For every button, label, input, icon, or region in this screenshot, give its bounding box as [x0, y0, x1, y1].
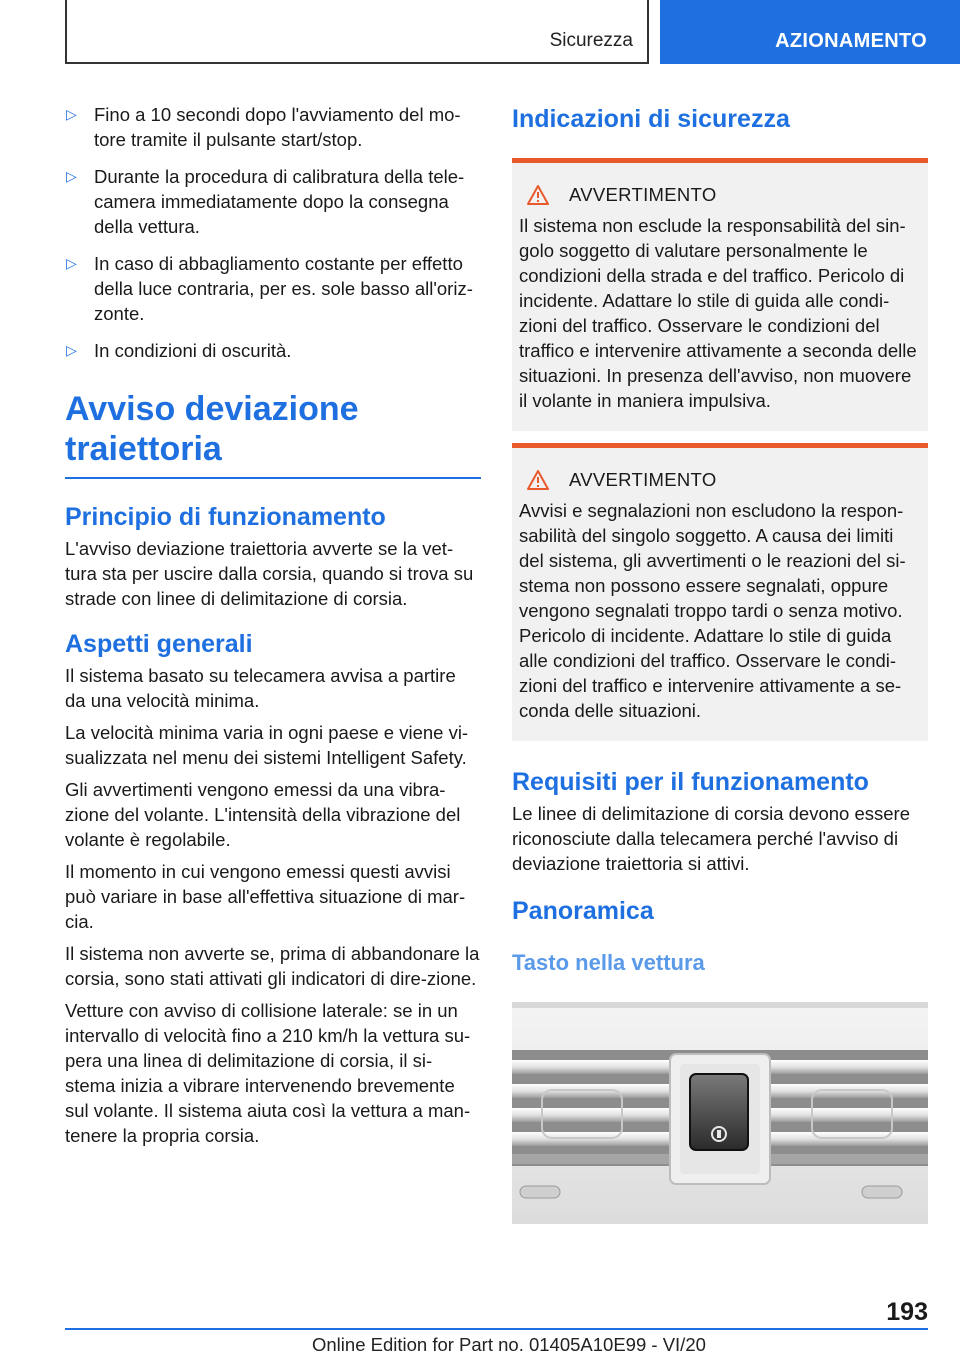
list-item: ▷ Durante la procedura di calibratura della tele-camera immediatamente dopo la consegna della vettura. — [66, 166, 465, 237]
page-number: 193 — [886, 1298, 928, 1326]
general-paragraph: La velocità minima varia in ogni paese e viene vi-sualizzata nel menu dei sistemi Intelligent Safety. — [65, 722, 469, 768]
warning-triangle-icon — [527, 185, 549, 205]
list-item: ▷ Fino a 10 secondi dopo l'avviamento del mo-tore tramite il pulsante start/stop. — [66, 104, 461, 150]
warning-title: AVVERTIMENTO — [569, 184, 717, 205]
triangle-bullet-icon: ▷ — [66, 168, 77, 184]
page-title: Avviso deviazione traiettoria — [65, 389, 481, 479]
button-heading: Tasto nella vettura — [512, 950, 705, 975]
triangle-bullet-icon: ▷ — [66, 255, 77, 271]
left-column — [65, 102, 481, 1155]
header-chapter-label: AZIONAMENTO — [775, 30, 927, 52]
principle-heading: Principio di funzionamento — [65, 503, 386, 531]
air-vent-illustration — [512, 1002, 928, 1224]
general-heading: Aspetti generali — [65, 630, 253, 658]
right-column — [512, 102, 928, 977]
header-chapter-tab — [660, 0, 960, 64]
requirements-heading: Requisiti per il funzionamento — [512, 768, 869, 796]
general-paragraph: Il sistema non avverte se, prima di abbandonare la corsia, sono stati attivati gli indicatori di dire-zione. — [65, 943, 480, 989]
safety-heading: Indicazioni di sicurezza — [512, 105, 790, 133]
list-item: ▷ In caso di abbagliamento costante per effetto della luce contraria, per es. sole basso all'oriz-zonte. — [66, 253, 473, 324]
list-item: ▷ In condizioni di oscurità. — [66, 340, 292, 361]
triangle-bullet-icon: ▷ — [66, 342, 77, 358]
warning-box — [512, 158, 928, 431]
principle-text: L'avviso deviazione traiettoria avverte se la vet-tura sta per uscire dalla corsia, quando si trova su strade con linee di delimitazione di corsia. — [65, 538, 474, 609]
conditions-list — [65, 102, 481, 363]
footer-rule-tail — [862, 1328, 928, 1330]
triangle-bullet-icon: ▷ — [66, 106, 77, 122]
vehicle-button-photo — [512, 1002, 928, 1224]
general-paragraph: Vetture con avviso di collisione laterale: se in un intervallo di velocità fino a 210 km/h la vettura su-pera una linea di delimitazione di corsia, il si-stema inizia a vibrare intervenendo brevemente sul volante. Il sistema aiuta così la vettura a man-tenere la propria corsia. — [65, 1000, 471, 1146]
edition-note: Online Edition for Part no. 01405A10E99 - VI/20 — [312, 1334, 706, 1355]
warning-title: AVVERTIMENTO — [569, 469, 717, 490]
footer-rule — [65, 1328, 863, 1330]
header-section-label: Sicurezza — [549, 30, 633, 51]
overview-heading: Panoramica — [512, 897, 654, 925]
general-paragraph: Il sistema basato su telecamera avvisa a partire da una velocità minima. — [65, 665, 456, 711]
warning-triangle-icon — [527, 470, 549, 490]
requirements-text: Le linee di delimitazione di corsia devono essere riconosciute dalla telecamera perché l'avviso di deviazione traiettoria si attivi. — [512, 803, 910, 874]
header-section-box — [65, 0, 649, 64]
warning-text: Il sistema non esclude la responsabilità del sin-golo soggetto di valutare personalmente le condizioni della strada e del traffico. Pericolo di incidente. Adattare lo stile di guida alle condi-zioni del traffico. Osservare le condizioni del traffico e intervenire attivamente a seconda delle situazioni. In presenza dell'avviso, non muovere il volante in maniera impulsiva. — [519, 215, 917, 411]
general-paragraph: Il momento in cui vengono emessi questi avvisi può variare in base all'effettiva situazione di mar-cia. — [65, 861, 466, 932]
warning-text: Avvisi e segnalazioni non escludono la respon-sabilità del singolo soggetto. A causa dei limiti del sistema, gli avvertimenti o le reazioni del si-stema non possono essere segnalati, oppure vengono segnalati troppo tardi o senza motivo. Pericolo di incidente. Adattare lo stile di guida alle condizioni del traffico. Osservare le condi-zioni del traffico e intervenire attivamente a se-conda delle situazioni. — [519, 500, 906, 721]
general-paragraph: Gli avvertimenti vengono emessi da una vibra-zione del volante. L'intensità della vibrazione del volante è regolabile. — [65, 779, 461, 850]
warning-box — [512, 443, 928, 741]
